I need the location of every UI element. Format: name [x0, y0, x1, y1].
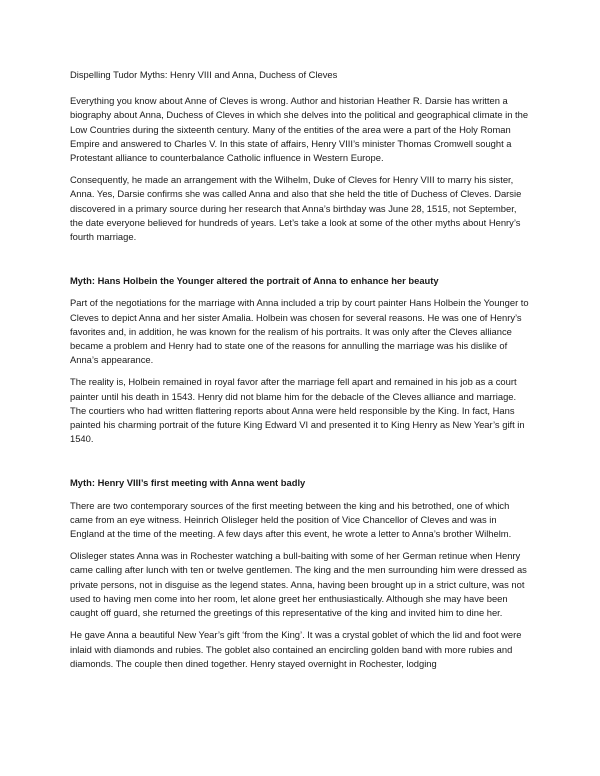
document-title: Dispelling Tudor Myths: Henry VIII and Anna, Duchess of Cleves [70, 69, 338, 80]
section-holbein-portrait [70, 274, 532, 446]
section-heading: Myth: Hans Holbein the Younger altered the portrait of Anna to enhance her beauty [70, 275, 439, 287]
intro-paragraph-2: Consequently, he made an arrangement with the Wilhelm, Duke of Cleves for Henry VIII to marry his sister, Anna. Yes, Darsie confirms she was called Anna and also that she held the title of Duchess of Cleves. Darsie discovered in a primary source during her research that Anna’s birthday was June 28, 1515, not September, the date everyone believed for hundreds of years. Let’s take a look at some of the other myths about Henry’s fourth marriage. [70, 174, 522, 243]
intro-paragraph-1: Everything you know about Anne of Cleves is wrong. Author and historian Heather R. Darsie has written a biography about Anna, Duchess of Cleves in which she delves into the political and geographical climate in the Low Countries during the sixteenth century. Many of the entities of the area were a part of the Holy Roman Empire and answered to Charles V. In this state of affairs, Henry VIII’s minister Thomas Cromwell sought a Protestant alliance to counterbalance Catholic influence in Western Europe. [70, 95, 529, 164]
section-paragraph: He gave Anna a beautiful New Year’s gift ‘from the King’. It was a crystal goblet of which the lid and foot were inlaid with diamonds and rubies. The goblet also contained an encircling golden band with more rubies and diamonds. The couple then dined together. Henry stayed overnight in Rochester, lodging [70, 629, 522, 669]
section-heading: Myth: Henry VIII’s first meeting with Anna went badly [70, 477, 306, 489]
section-paragraph: There are two contemporary sources of the first meeting between the king and his betrothed, one of which came from an eye witness. Heinrich Olisleger held the position of Vice Chancellor of Cleves and was in England at the time of the meeting. A few days after this event, he wrote a letter to Anna’s brother Wilhelm. [70, 499, 512, 540]
section-first-meeting [70, 476, 532, 670]
section-paragraph: Olisleger states Anna was in Rochester watching a bull-baiting with some of her German retinue when Henry came calling after lunch with ten or twelve gentlemen. The king and the men surrounding him were dressed as private persons, not in disguise as the legend states. Anna, having been brought up in a strict culture, was not used to having men come into her room, let alone greet her enthusiastically. Although she may have been caught off guard, she returned the greetings of this representative of the king and invited him to dine her. [70, 550, 527, 619]
section-paragraph: Part of the negotiations for the marriage with Anna included a trip by court painter Hans Holbein the Younger to Cleves to depict Anna and her sister Amalia. Holbein was chosen for several reasons. He was one of Henry’s favorites and, in addition, he was known for the realism of his portraits. It was only after the Cleves alliance became a problem and Henry had to state one of the reasons for annulling the marriage was his dislike of Anna’s appearance. [70, 297, 529, 366]
document-body [70, 68, 532, 679]
section-paragraph: The reality is, Holbein remained in royal favor after the marriage fell apart and remained in his job as a court painter until his death in 1543. Henry did not blame him for the debacle of the Cleves alliance and marriage. The courtiers who had written flattering reports about Anna were held responsible by the King. In fact, Hans painted his charming portrait of the future King Edward VI and presented it to King Henry as New Year’s gift in 1540. [70, 376, 525, 445]
